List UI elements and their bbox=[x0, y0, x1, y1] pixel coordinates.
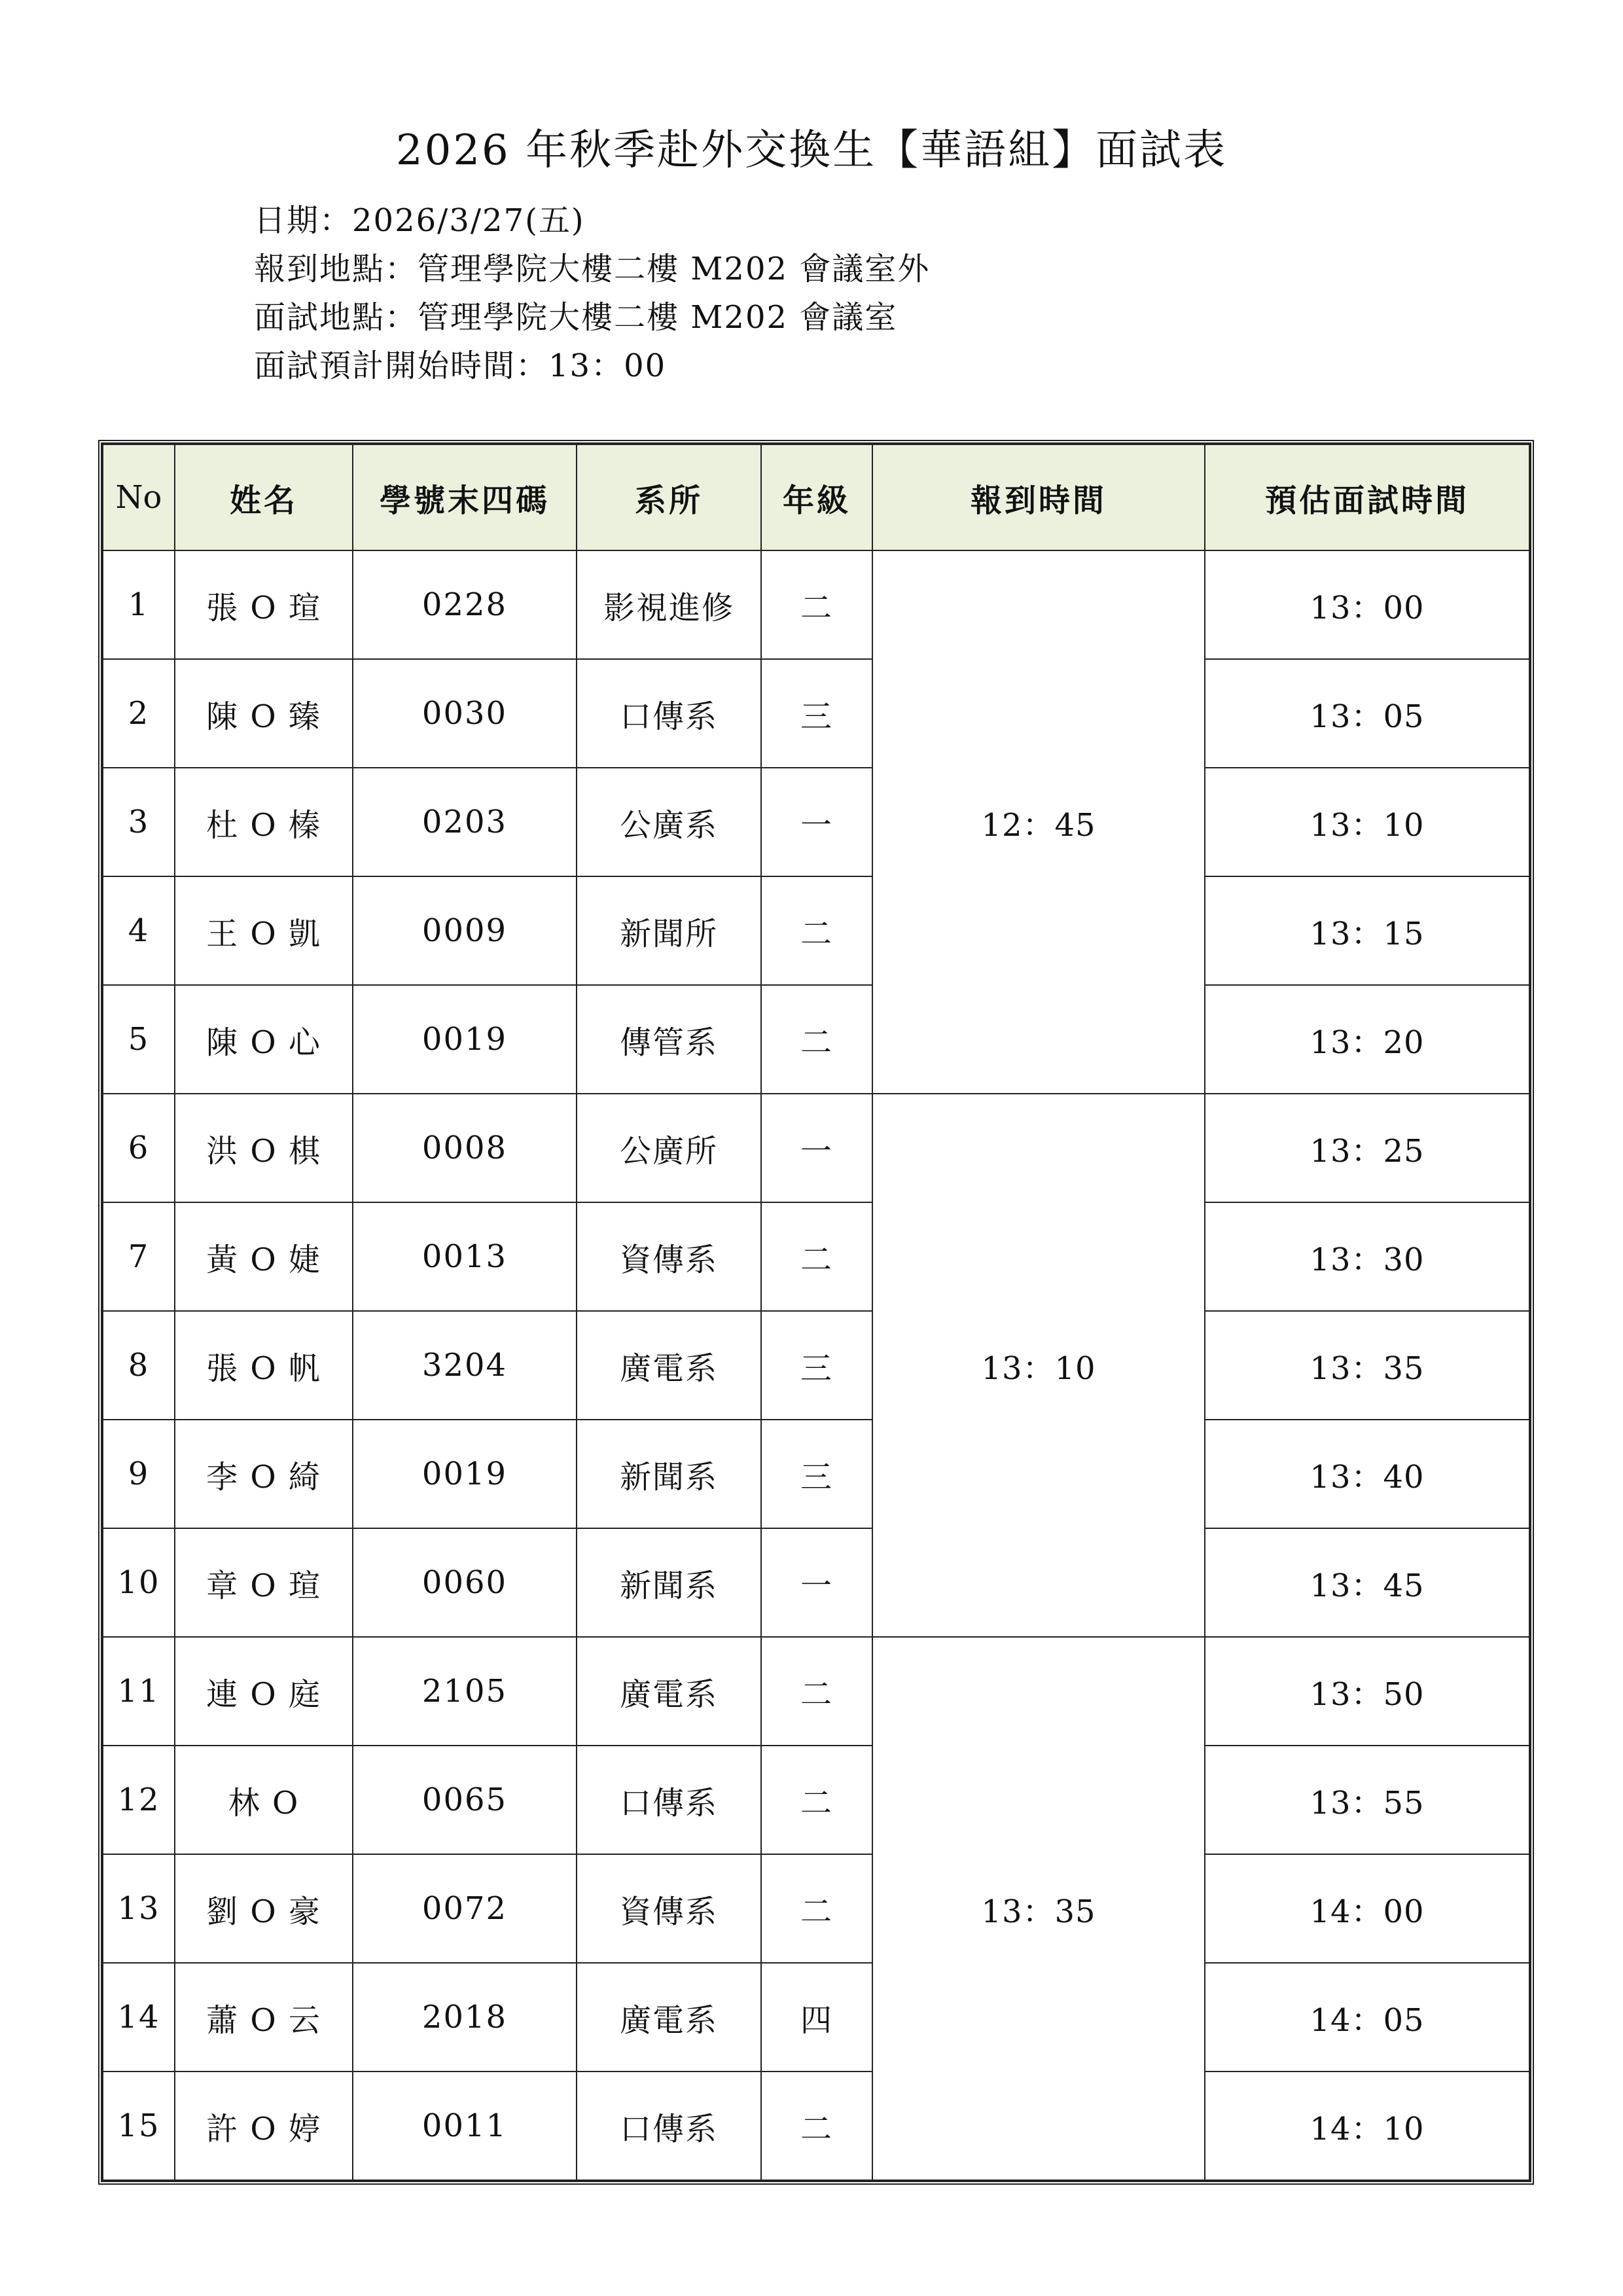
cell-grade: 二 bbox=[761, 2072, 872, 2180]
cell-no: 9 bbox=[103, 1420, 175, 1528]
cell-no: 11 bbox=[103, 1637, 175, 1746]
cell-grade: 一 bbox=[761, 1094, 872, 1202]
cell-interview-time: 13：10 bbox=[1205, 768, 1529, 876]
cell-no: 10 bbox=[103, 1528, 175, 1637]
cell-department: 廣電系 bbox=[577, 1963, 761, 2072]
cell-student-id: 3204 bbox=[353, 1311, 577, 1420]
table-row bbox=[103, 768, 1529, 876]
header-interview-time: 預估面試時間 bbox=[1205, 444, 1529, 550]
header-grade: 年級 bbox=[761, 444, 872, 550]
info-block bbox=[254, 196, 930, 390]
cell-interview-time: 13：50 bbox=[1205, 1637, 1529, 1746]
schedule-table-frame bbox=[98, 440, 1534, 2185]
cell-no: 13 bbox=[103, 1854, 175, 1963]
cell-grade: 二 bbox=[761, 1202, 872, 1311]
table-row bbox=[103, 876, 1529, 985]
cell-department: 影視進修 bbox=[577, 550, 761, 659]
cell-no: 4 bbox=[103, 876, 175, 985]
table-row bbox=[103, 1854, 1529, 1963]
cell-grade: 三 bbox=[761, 1420, 872, 1528]
header-student-id: 學號末四碼 bbox=[353, 444, 577, 550]
cell-checkin-time: 13：10 bbox=[872, 1094, 1205, 1637]
cell-interview-time: 13：30 bbox=[1205, 1202, 1529, 1311]
table-row bbox=[103, 1746, 1529, 1854]
cell-department: 新聞系 bbox=[577, 1528, 761, 1637]
cell-interview-time: 14：00 bbox=[1205, 1854, 1529, 1963]
cell-student-id: 0019 bbox=[353, 1420, 577, 1528]
cell-department: 公廣所 bbox=[577, 1094, 761, 1202]
cell-name: 蕭 O 云 bbox=[175, 1963, 353, 2072]
cell-department: 資傳系 bbox=[577, 1854, 761, 1963]
cell-checkin-time: 12：45 bbox=[872, 550, 1205, 1094]
cell-department: 資傳系 bbox=[577, 1202, 761, 1311]
cell-interview-time: 13：00 bbox=[1205, 550, 1529, 659]
cell-student-id: 0011 bbox=[353, 2072, 577, 2180]
cell-interview-time: 14：10 bbox=[1205, 2072, 1529, 2180]
cell-name: 李 O 綺 bbox=[175, 1420, 353, 1528]
info-checkin-location: 報到地點：管理學院大樓二樓 M202 會議室外 bbox=[254, 251, 931, 287]
table-row bbox=[103, 1094, 1529, 1202]
cell-student-id: 0009 bbox=[353, 876, 577, 985]
cell-student-id: 0030 bbox=[353, 659, 577, 768]
cell-no: 1 bbox=[103, 550, 175, 659]
cell-name: 許 O 婷 bbox=[175, 2072, 353, 2180]
cell-grade: 三 bbox=[761, 659, 872, 768]
cell-name: 黃 O 婕 bbox=[175, 1202, 353, 1311]
cell-interview-time: 14：05 bbox=[1205, 1963, 1529, 2072]
info-start-time: 面試預計開始時間：13：00 bbox=[254, 348, 667, 384]
cell-student-id: 0013 bbox=[353, 1202, 577, 1311]
table-row bbox=[103, 1311, 1529, 1420]
document-title: 2026 年秋季赴外交換生【華語組】面試表 bbox=[395, 126, 1228, 175]
cell-name: 陳 O 臻 bbox=[175, 659, 353, 768]
cell-grade: 四 bbox=[761, 1963, 872, 2072]
cell-no: 12 bbox=[103, 1746, 175, 1854]
cell-name: 林 O bbox=[175, 1746, 353, 1854]
cell-name: 劉 O 豪 bbox=[175, 1854, 353, 1963]
cell-no: 14 bbox=[103, 1963, 175, 2072]
cell-interview-time: 13：15 bbox=[1205, 876, 1529, 985]
cell-no: 2 bbox=[103, 659, 175, 768]
cell-name: 連 O 庭 bbox=[175, 1637, 353, 1746]
header-checkin-time: 報到時間 bbox=[872, 444, 1205, 550]
cell-name: 洪 O 棋 bbox=[175, 1094, 353, 1202]
cell-student-id: 0008 bbox=[353, 1094, 577, 1202]
table-row bbox=[103, 550, 1529, 659]
header-row bbox=[103, 444, 1529, 550]
cell-name: 張 O 瑄 bbox=[175, 550, 353, 659]
table-body bbox=[103, 550, 1529, 2180]
cell-grade: 二 bbox=[761, 550, 872, 659]
cell-no: 5 bbox=[103, 985, 175, 1094]
cell-interview-time: 13：05 bbox=[1205, 659, 1529, 768]
cell-student-id: 0072 bbox=[353, 1854, 577, 1963]
cell-department: 廣電系 bbox=[577, 1637, 761, 1746]
header-no: No bbox=[103, 444, 175, 550]
cell-department: 口傳系 bbox=[577, 659, 761, 768]
cell-name: 陳 O 心 bbox=[175, 985, 353, 1094]
cell-checkin-time: 13：35 bbox=[872, 1637, 1205, 2180]
cell-interview-time: 13：35 bbox=[1205, 1311, 1529, 1420]
table-row bbox=[103, 1420, 1529, 1528]
cell-interview-time: 13：20 bbox=[1205, 985, 1529, 1094]
cell-no: 15 bbox=[103, 2072, 175, 2180]
cell-grade: 二 bbox=[761, 876, 872, 985]
info-date: 日期：2026/3/27(五) bbox=[254, 202, 585, 239]
cell-student-id: 0065 bbox=[353, 1746, 577, 1854]
cell-no: 3 bbox=[103, 768, 175, 876]
cell-department: 傳管系 bbox=[577, 985, 761, 1094]
cell-name: 杜 O 榛 bbox=[175, 768, 353, 876]
cell-grade: 二 bbox=[761, 985, 872, 1094]
cell-grade: 一 bbox=[761, 768, 872, 876]
cell-department: 新聞系 bbox=[577, 1420, 761, 1528]
header-department: 系所 bbox=[577, 444, 761, 550]
cell-department: 公廣系 bbox=[577, 768, 761, 876]
cell-student-id: 0019 bbox=[353, 985, 577, 1094]
table-row bbox=[103, 659, 1529, 768]
cell-grade: 三 bbox=[761, 1311, 872, 1420]
cell-grade: 二 bbox=[761, 1637, 872, 1746]
cell-department: 口傳系 bbox=[577, 2072, 761, 2180]
table-row bbox=[103, 2072, 1529, 2180]
cell-name: 章 O 瑄 bbox=[175, 1528, 353, 1637]
cell-grade: 二 bbox=[761, 1746, 872, 1854]
schedule-table bbox=[102, 444, 1530, 2181]
cell-student-id: 2105 bbox=[353, 1637, 577, 1746]
table-row bbox=[103, 1528, 1529, 1637]
cell-interview-time: 13：25 bbox=[1205, 1094, 1529, 1202]
cell-department: 廣電系 bbox=[577, 1311, 761, 1420]
cell-interview-time: 13：55 bbox=[1205, 1746, 1529, 1854]
table-row bbox=[103, 1963, 1529, 2072]
cell-grade: 二 bbox=[761, 1854, 872, 1963]
cell-department: 新聞所 bbox=[577, 876, 761, 985]
cell-grade: 一 bbox=[761, 1528, 872, 1637]
cell-name: 張 O 帆 bbox=[175, 1311, 353, 1420]
table-row bbox=[103, 985, 1529, 1094]
cell-interview-time: 13：45 bbox=[1205, 1528, 1529, 1637]
cell-no: 8 bbox=[103, 1311, 175, 1420]
cell-student-id: 0203 bbox=[353, 768, 577, 876]
table-row bbox=[103, 1637, 1529, 1746]
table-row bbox=[103, 1202, 1529, 1311]
cell-student-id: 0060 bbox=[353, 1528, 577, 1637]
cell-no: 6 bbox=[103, 1094, 175, 1202]
cell-no: 7 bbox=[103, 1202, 175, 1311]
header-name: 姓名 bbox=[175, 444, 353, 550]
cell-interview-time: 13：40 bbox=[1205, 1420, 1529, 1528]
cell-student-id: 2018 bbox=[353, 1963, 577, 2072]
cell-department: 口傳系 bbox=[577, 1746, 761, 1854]
cell-student-id: 0228 bbox=[353, 550, 577, 659]
cell-name: 王 O 凱 bbox=[175, 876, 353, 985]
info-interview-location: 面試地點：管理學院大樓二樓 M202 會議室 bbox=[254, 299, 898, 336]
